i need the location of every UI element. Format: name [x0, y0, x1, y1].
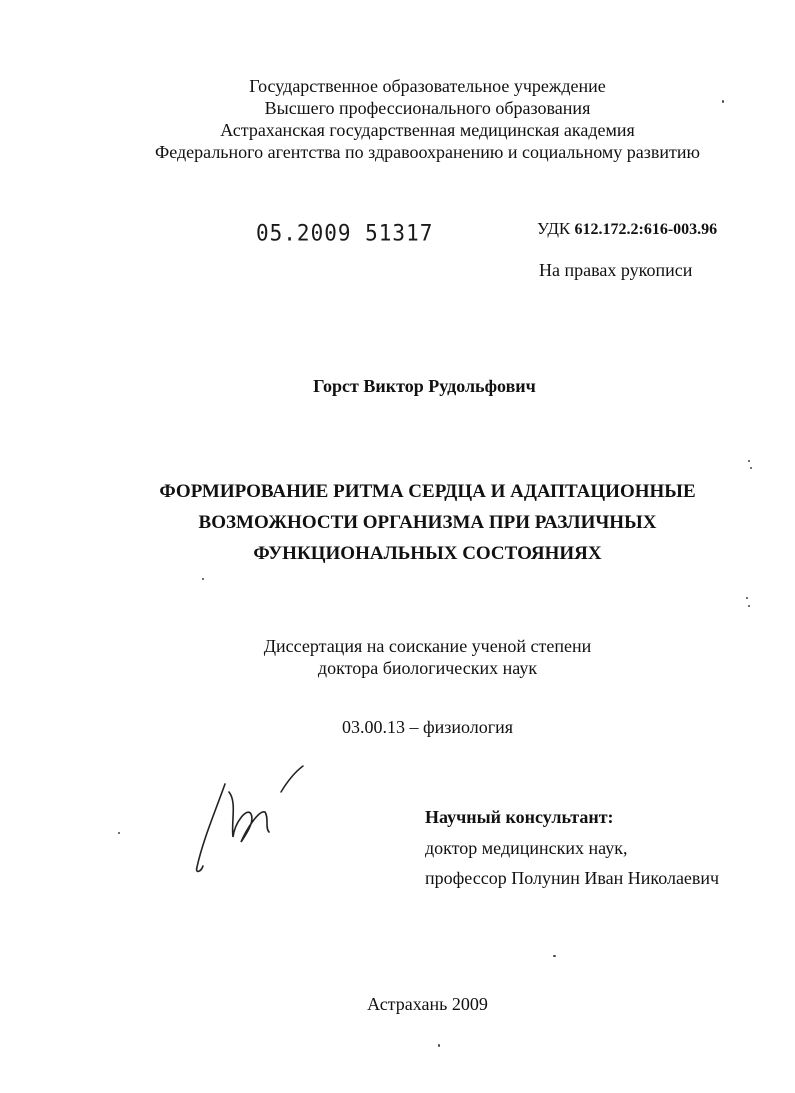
scan-speck [748, 605, 750, 607]
scan-speck [118, 832, 120, 834]
signature [185, 762, 315, 877]
udk-number: 612.172.2:616-003.96 [574, 221, 718, 238]
consultant-degree: доктор медицинских наук, [425, 838, 628, 858]
scan-speck [438, 1044, 440, 1047]
scan-speck [722, 100, 724, 103]
manuscript-rights: На правах рукописи [539, 260, 693, 280]
author-name: Горст Виктор Рудольфович [313, 376, 536, 396]
title-line-2: ВОЗМОЖНОСТИ ОРГАНИЗМА ПРИ РАЗЛИЧНЫХ [198, 512, 657, 533]
consultant-name: профессор Полунин Иван Николаевич [425, 868, 720, 888]
scan-speck [748, 460, 750, 462]
registration-stamp: 05.2009 51317 [256, 220, 434, 246]
institution-line-1: Государственное образовательное учреждение [249, 76, 606, 96]
institution-line-2: Высшего профессионального образования [264, 98, 591, 118]
udk-label: УДК [537, 219, 571, 238]
udk-code [537, 218, 717, 241]
specialty: 03.00.13 – физиология [341, 717, 514, 737]
title-line-3: ФУНКЦИОНАЛЬНЫХ СОСТОЯНИЯХ [253, 543, 602, 564]
scan-speck [202, 578, 204, 580]
institution-line-4: Федерального агентства по здравоохранению и социальному развитию [155, 142, 700, 162]
dissertation-line-2: доктора биологических наук [317, 658, 538, 678]
scan-speck [750, 467, 752, 469]
institution-line-3: Астраханская государственная медицинская академия [220, 120, 635, 140]
title-line-1: ФОРМИРОВАНИЕ РИТМА СЕРДЦА И АДАПТАЦИОННЫЕ [159, 481, 696, 502]
dissertation-line-1: Диссертация на соискание ученой степени [263, 636, 592, 656]
consultant-label: Научный консультант: [425, 807, 614, 827]
scan-speck [553, 955, 556, 957]
scan-speck [746, 597, 748, 599]
city-year: Астрахань 2009 [367, 994, 488, 1014]
